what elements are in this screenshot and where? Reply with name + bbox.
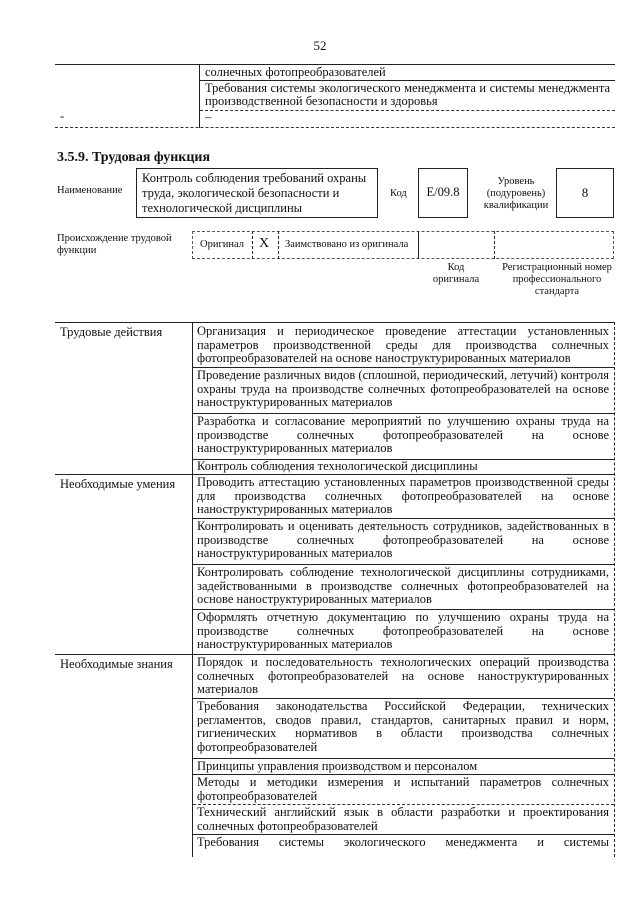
knowledge-item: Требования системы экологического менеджмента и системы	[197, 835, 609, 849]
top-left-dash: -	[60, 109, 65, 123]
knowledge-item: Требования законодательства Российской Федерации, технических регламентов, сводов правил, стандартов, санитарных правил и норм, гигиенических нормативов в области производства солнечных фотопреобразователей	[197, 699, 609, 755]
table-edge	[614, 322, 615, 857]
table-rule	[55, 322, 615, 323]
code-value: E/09.8	[426, 185, 460, 199]
knowledge-item: Технический английский язык в области разработки и проектирования солнечных фотопреобразователей	[197, 805, 609, 833]
original-label: Оригинал	[200, 239, 244, 250]
code-label: Код	[390, 188, 407, 199]
name-label: Наименование	[57, 185, 123, 196]
level-value-box	[556, 168, 614, 218]
skill-item: Контролировать соблюдение технологической дисциплины сотрудниками, задействованными в производстве солнечных фотопреобразователей на основе наноструктурированных материалов	[197, 565, 609, 607]
top-row-1: солнечных фотопреобразователей	[205, 65, 386, 79]
skill-item: Проводить аттестацию установленных параметров производственной среды для производства солнечных фотопреобразователей на основе наноструктурированных материалов	[197, 475, 609, 517]
top-row-3: –	[205, 110, 212, 124]
level-label: Уровень (подуровень) квалификации	[483, 176, 549, 211]
knowledge-item: Порядок и последовательность технологических операций производства солнечных фотопреобразователей на основе наноструктурированных материалов	[197, 655, 609, 697]
name-value: Контроль соблюдения требований охраны труда, экологической безопасности и технологической дисциплины	[142, 171, 367, 215]
section-title: 3.5.9. Трудовая функция	[57, 150, 211, 165]
skills-label: Необходимые умения	[60, 477, 176, 491]
borrowed-label: Заимствовано из оригинала	[285, 239, 409, 250]
origin-label: Происхождение трудовой функции	[57, 233, 172, 256]
column-divider	[418, 231, 419, 259]
code-original-label: Код оригинала	[432, 262, 480, 285]
code-value-box	[418, 168, 468, 218]
top-row-2: Требования системы экологического менеджмента и системы менеджмента производственной безопасности и здоровья	[205, 81, 610, 108]
labor-action-item: Проведение различных видов (сплошной, периодический, летучий) контроля охраны труда на производстве солнечных фотопреобразователей на основе наноструктурированных материалов	[197, 368, 609, 410]
name-value-box	[136, 168, 378, 218]
labor-actions-label: Трудовые действия	[60, 325, 163, 339]
labor-action-item: Контроль соблюдения технологической дисциплины	[197, 459, 478, 473]
knowledge-item: Методы и методики измерения и испытаний параметров солнечных фотопреобразователей	[197, 775, 609, 803]
knowledge-label: Необходимые знания	[60, 657, 173, 671]
labor-action-item: Разработка и согласование мероприятий по улучшению охраны труда на производстве солнечных фотопреобразователей на основе наноструктурированных материалов	[197, 414, 609, 456]
labor-action-item: Организация и периодическое проведение аттестации установленных параметров производственной среды для производства солнечных фотопреобразователей на основе наноструктурированных материалов	[197, 324, 609, 366]
column-divider	[278, 231, 279, 259]
skill-item: Оформлять отчетную документацию по улучшению охраны труда на производстве солнечных фотопреобразователей на основе наноструктурированных материалов	[197, 610, 609, 652]
column-divider	[252, 231, 253, 259]
table-rule	[55, 127, 615, 128]
reg-number-label: Регистрационный номер профессионального стандарта	[502, 262, 612, 297]
level-value: 8	[581, 185, 589, 200]
column-divider	[199, 64, 200, 128]
knowledge-item: Принципы управления производством и персоналом	[197, 759, 478, 773]
original-mark: X	[259, 236, 270, 251]
page-number: 52	[313, 38, 327, 53]
skill-item: Контролировать и оценивать деятельность сотрудников, задействованных в производстве солнечных фотопреобразователей на основе наноструктурированных материалов	[197, 519, 609, 561]
column-divider	[192, 322, 193, 857]
column-divider	[494, 231, 495, 259]
